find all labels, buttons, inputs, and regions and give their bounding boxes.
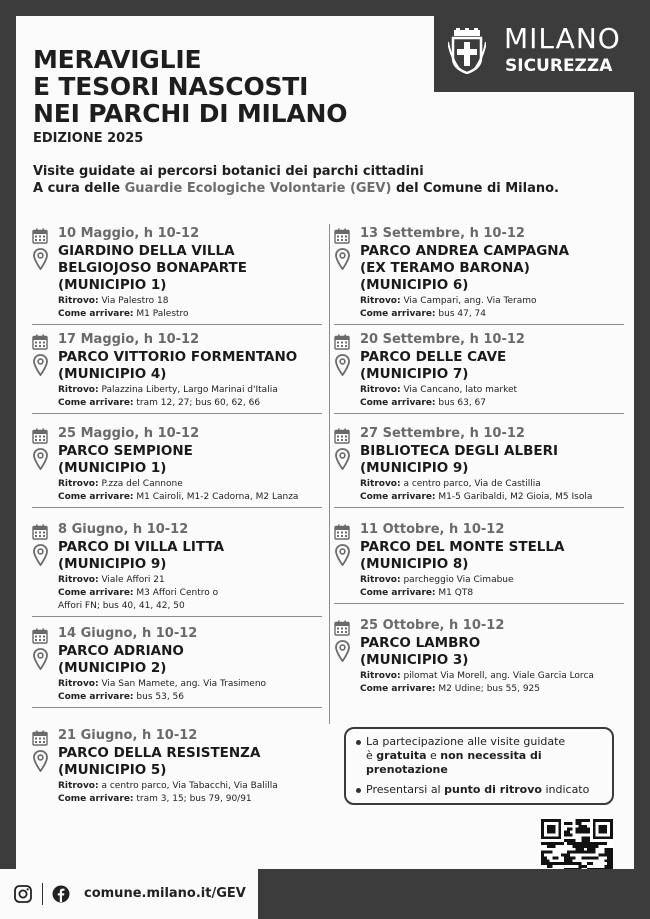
event-details [58, 780, 278, 806]
calendar-icon [32, 228, 48, 244]
event-park-name: GIARDINO DELLA VILLA BELGIOJOSO BONAPARTE (MUNICIPIO 1) [58, 243, 247, 293]
column-divider [329, 224, 330, 724]
brand-sicurezza: SICUREZZA [505, 56, 613, 76]
event-separator [334, 413, 624, 414]
intro-text [33, 163, 559, 197]
facebook-icon[interactable] [52, 885, 70, 903]
intro-line-1: Visite guidate ai percorsi botanici dei parchi cittadini [33, 164, 424, 179]
event-separator [32, 507, 322, 508]
event-details [58, 384, 278, 410]
meeting-point: Ritrovo: parcheggio Via Cimabue [360, 575, 514, 585]
location-pin-icon [335, 640, 350, 662]
location-pin-icon [33, 750, 48, 772]
event-separator [334, 603, 624, 604]
event-park-name: PARCO ADRIANO (MUNICIPIO 2) [58, 643, 184, 676]
location-pin-icon [33, 354, 48, 376]
milano-crest-icon [448, 28, 486, 74]
meeting-point: Ritrovo: Via Palestro 18 [58, 296, 169, 306]
how-to-arrive: Come arrivare: tram 3, 15; bus 79, 90/91 [58, 794, 252, 804]
how-to-arrive: Come arrivare: bus 47, 74 [360, 309, 486, 319]
event-date: 25 Ottobre, h 10-12 [360, 618, 505, 633]
event-separator [32, 707, 322, 708]
location-pin-icon [33, 248, 48, 270]
edition-label: EDIZIONE 2025 [33, 131, 144, 146]
event-date: 10 Maggio, h 10-12 [58, 226, 200, 241]
event-separator [32, 616, 322, 617]
event-park-name: PARCO DI VILLA LITTA (MUNICIPIO 9) [58, 539, 225, 572]
calendar-icon [334, 228, 350, 244]
gev-highlight: Guardie Ecologiche Volontarie (GEV) [124, 181, 392, 196]
brand-milano: MILANO [504, 22, 621, 55]
how-to-arrive: Come arrivare: M1-5 Garibaldi, M2 Gioia, M5 Isola [360, 492, 593, 502]
calendar-icon [32, 628, 48, 644]
event-park-name: PARCO DEL MONTE STELLA (MUNICIPIO 8) [360, 539, 565, 572]
notice-meeting-point: Presentarsi al punto di ritrovo indicato [356, 783, 604, 797]
brand-block [434, 16, 634, 92]
event-details [58, 478, 298, 504]
event-date: 25 Maggio, h 10-12 [58, 426, 200, 441]
event-separator [32, 413, 322, 414]
calendar-icon [32, 730, 48, 746]
location-pin-icon [33, 448, 48, 470]
how-to-arrive: Come arrivare: bus 63, 67 [360, 398, 486, 408]
event-date: 14 Giugno, h 10-12 [58, 626, 198, 641]
title-line: NEI PARCHI DI MILANO [33, 99, 348, 128]
event-date: 11 Ottobre, h 10-12 [360, 522, 505, 537]
calendar-icon [32, 524, 48, 540]
footer-social-strip [0, 869, 258, 919]
event-park-name: PARCO LAMBRO (MUNICIPIO 3) [360, 635, 481, 668]
poster [16, 16, 634, 869]
location-pin-icon [33, 544, 48, 566]
info-notice-box [344, 727, 614, 805]
website-link[interactable]: comune.milano.it/GEV [84, 886, 246, 901]
calendar-icon [334, 428, 350, 444]
calendar-icon [334, 334, 350, 350]
title-line: MERAVIGLIE [33, 45, 202, 74]
how-to-arrive: Come arrivare: M1 Palestro [58, 309, 189, 319]
event-details [58, 574, 218, 613]
event-park-name: PARCO DELLE CAVE (MUNICIPIO 7) [360, 349, 507, 382]
instagram-icon[interactable] [14, 885, 32, 903]
event-details [58, 295, 189, 321]
meeting-point: Ritrovo: Via Cancano, lato market [360, 385, 518, 395]
how-to-arrive: Come arrivare: M2 Udine; bus 55, 925 [360, 684, 541, 694]
how-to-arrive: Come arrivare: bus 53, 56 [58, 692, 184, 702]
event-date: 8 Giugno, h 10-12 [58, 522, 189, 537]
event-park-name: PARCO SEMPIONE (MUNICIPIO 1) [58, 443, 193, 476]
how-to-arrive: Come arrivare: M1 QT8 [360, 588, 474, 598]
location-pin-icon [335, 354, 350, 376]
event-details [360, 295, 537, 321]
event-date: 20 Settembre, h 10-12 [360, 332, 525, 347]
how-to-arrive: Come arrivare: tram 12, 27; bus 60, 62, 66 [58, 398, 261, 408]
meeting-point: Ritrovo: Viale Affori 21 [58, 575, 165, 585]
event-details [360, 574, 514, 600]
event-park-name: PARCO VITTORIO FORMENTANO (MUNICIPIO 4) [58, 349, 298, 382]
how-to-arrive-cont: Affori FN; bus 40, 41, 42, 50 [58, 601, 185, 611]
event-park-name: BIBLIOTECA DEGLI ALBERI (MUNICIPIO 9) [360, 443, 559, 476]
meeting-point: Ritrovo: Via San Mamete, ang. Via Trasimeno [58, 679, 267, 689]
calendar-icon [334, 524, 350, 540]
notice-participation: La partecipazione alle visite guidate è gratuita e non necessita di prenotazione [356, 735, 604, 777]
event-park-name: PARCO ANDREA CAMPAGNA (EX TERAMO BARONA) (MUNICIPIO 6) [360, 243, 570, 293]
event-details [360, 670, 594, 696]
meeting-point: Ritrovo: P.zza del Cannone [58, 479, 183, 489]
event-date: 17 Maggio, h 10-12 [58, 332, 200, 347]
meeting-point: Ritrovo: a centro parco, Via Tabacchi, Via Balilla [58, 781, 278, 791]
event-park-name: PARCO DELLA RESISTENZA (MUNICIPIO 5) [58, 745, 261, 778]
calendar-icon [32, 428, 48, 444]
footer-divider [42, 883, 43, 905]
page-title [33, 46, 347, 127]
event-date: 21 Giugno, h 10-12 [58, 728, 198, 743]
calendar-icon [32, 334, 48, 350]
meeting-point: Ritrovo: Via Campari, ang. Via Teramo [360, 296, 537, 306]
calendar-icon [334, 620, 350, 636]
title-line: E TESORI NASCOSTI [33, 72, 309, 101]
meeting-point: Ritrovo: Palazzina Liberty, Largo Marinai d'Italia [58, 385, 278, 395]
location-pin-icon [335, 544, 350, 566]
footer-bar [0, 869, 650, 919]
meeting-point: Ritrovo: pilomat Via Morell, ang. Viale Garcia Lorca [360, 671, 594, 681]
location-pin-icon [335, 248, 350, 270]
how-to-arrive: Come arrivare: M1 Cairoli, M1-2 Cadorna, M2 Lanza [58, 492, 299, 502]
location-pin-icon [33, 648, 48, 670]
location-pin-icon [335, 448, 350, 470]
how-to-arrive: Come arrivare: M3 Affori Centro o [58, 588, 219, 598]
meeting-point: Ritrovo: a centro parco, Via de Castillia [360, 479, 541, 489]
event-details [58, 678, 266, 704]
event-separator [32, 324, 322, 325]
event-date: 27 Settembre, h 10-12 [360, 426, 525, 441]
event-separator [334, 324, 624, 325]
event-details [360, 384, 517, 410]
event-details [360, 478, 592, 504]
event-date: 13 Settembre, h 10-12 [360, 226, 525, 241]
intro-line-2: A cura delle Guardie Ecologiche Volontarie (GEV) del Comune di Milano. [33, 181, 559, 196]
event-separator [334, 507, 624, 508]
